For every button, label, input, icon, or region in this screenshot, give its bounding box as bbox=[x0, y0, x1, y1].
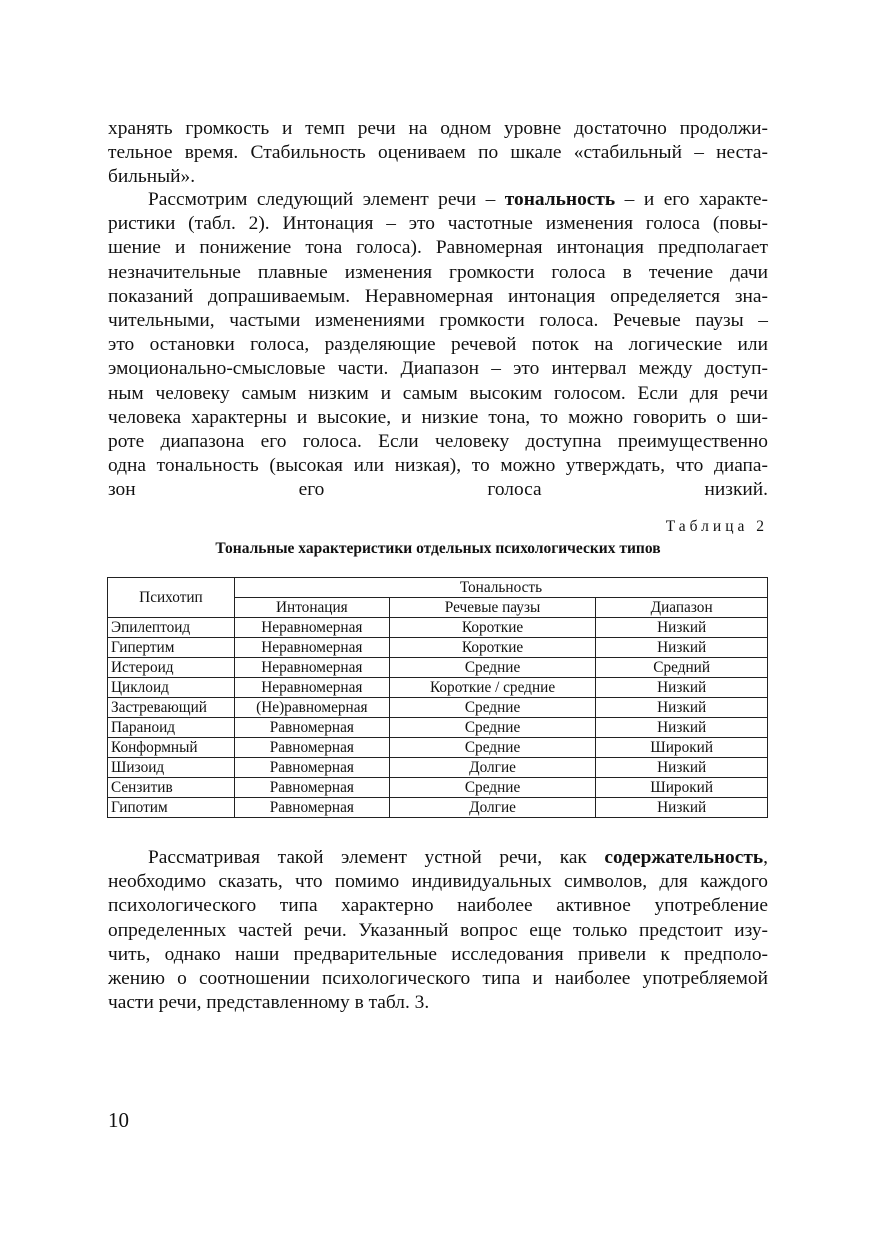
cell-intonation: Неравномерная bbox=[234, 678, 389, 698]
text-line: одна тональность (высокая или низкая), то можно утверждать, что диапа- bbox=[108, 455, 768, 477]
cell-range: Низкий bbox=[596, 758, 768, 778]
table-row bbox=[108, 778, 768, 798]
cell-psychotype: Застревающий bbox=[108, 698, 235, 718]
text-line: необходимо сказать, что помимо индивидуальных символов, для каждого bbox=[108, 871, 768, 893]
cell-intonation: Неравномерная bbox=[234, 618, 389, 638]
text-line: жению о соотношении психологического типа и наиболее употребляемой bbox=[108, 968, 768, 990]
cell-intonation: Неравномерная bbox=[234, 638, 389, 658]
cell-pauses: Долгие bbox=[389, 758, 596, 778]
text-line: ным человеку самым низким и самым высоким голосом. Если для речи bbox=[108, 382, 768, 404]
text-line: показаний допрашиваемым. Неравномерная интонация определяется зна- bbox=[108, 285, 768, 307]
cell-intonation: Равномерная bbox=[234, 718, 389, 738]
cell-pauses: Средние bbox=[389, 718, 596, 738]
text-line: хранять громкость и темп речи на одном уровне достаточно продолжи- bbox=[108, 118, 768, 139]
cell-range: Средний bbox=[596, 658, 768, 678]
cell-range: Широкий bbox=[596, 738, 768, 758]
cell-range: Широкий bbox=[596, 778, 768, 798]
cell-intonation: Неравномерная bbox=[234, 658, 389, 678]
table-row bbox=[108, 718, 768, 738]
text-line: определенных частей речи. Указанный вопрос еще только предстоит изу- bbox=[108, 919, 768, 941]
cell-psychotype: Истероид bbox=[108, 658, 235, 678]
cell-psychotype: Сензитив bbox=[108, 778, 235, 798]
cell-range: Низкий bbox=[596, 638, 768, 658]
text-line: чительными, частыми изменениями громкости голоса. Речевые паузы – bbox=[108, 310, 768, 332]
table-label: Таблица 2 bbox=[665, 518, 768, 535]
cell-pauses: Короткие bbox=[389, 618, 596, 638]
header-intonation: Интонация bbox=[234, 598, 389, 618]
cell-psychotype: Гипотим bbox=[108, 798, 235, 818]
header-psychotype: Психотип bbox=[108, 578, 235, 618]
text-run: Рассматривая такой элемент устной речи, как bbox=[148, 847, 605, 868]
text-line: роте диапазона его голоса. Если человеку доступна преимущественно bbox=[108, 431, 768, 453]
cell-intonation: Равномерная bbox=[234, 778, 389, 798]
cell-range: Низкий bbox=[596, 798, 768, 818]
text-line: части речи, представленному в табл. 3. bbox=[108, 992, 430, 1014]
cell-pauses: Короткие / средние bbox=[389, 678, 596, 698]
table-row bbox=[108, 758, 768, 778]
cell-intonation: Равномерная bbox=[234, 738, 389, 758]
cell-psychotype: Циклоид bbox=[108, 678, 235, 698]
paragraph-content bbox=[108, 846, 768, 1015]
cell-pauses: Средние bbox=[389, 738, 596, 758]
text-line: психологического типа характерно наиболее активное употребление bbox=[108, 895, 768, 917]
text-line: незначительные плавные изменения громкости голоса в течение дачи bbox=[108, 261, 768, 283]
text-line: ристики (табл. 2). Интонация – это частотные изменения голоса (повы- bbox=[108, 213, 768, 235]
cell-pauses: Средние bbox=[389, 778, 596, 798]
text-line: бильный». bbox=[108, 166, 196, 188]
text-run: Рассмотрим следующий элемент речи – bbox=[148, 189, 505, 210]
cell-psychotype: Параноид bbox=[108, 718, 235, 738]
cell-pauses: Короткие bbox=[389, 638, 596, 658]
cell-psychotype: Шизоид bbox=[108, 758, 235, 778]
text-run: – и его характе- bbox=[615, 189, 768, 210]
term-content: содержательность bbox=[604, 847, 764, 868]
table-row bbox=[108, 658, 768, 678]
text-line bbox=[108, 188, 768, 212]
cell-range: Низкий bbox=[596, 618, 768, 638]
cell-range: Низкий bbox=[596, 718, 768, 738]
header-tonality: Тональность bbox=[234, 578, 767, 598]
table-row bbox=[108, 738, 768, 758]
text-line: шение и понижение тона голоса). Равномерная интонация предполагает bbox=[108, 237, 768, 259]
table-row bbox=[108, 678, 768, 698]
text-line: зон его голоса низкий. bbox=[108, 479, 768, 501]
page-number: 10 bbox=[108, 1108, 129, 1132]
table-row bbox=[108, 618, 768, 638]
cell-intonation: Равномерная bbox=[234, 798, 389, 818]
cell-pauses: Средние bbox=[389, 658, 596, 678]
cell-intonation: (Не)равномерная bbox=[234, 698, 389, 718]
text-line: тельное время. Стабильность оцениваем по шкале «стабильный – неста- bbox=[108, 142, 768, 164]
term-tonality: тональность bbox=[504, 189, 616, 210]
cell-pauses: Долгие bbox=[389, 798, 596, 818]
header-range: Диапазон bbox=[596, 598, 768, 618]
cell-psychotype: Эпилептоид bbox=[108, 618, 235, 638]
cell-pauses: Средние bbox=[389, 698, 596, 718]
cell-range: Низкий bbox=[596, 678, 768, 698]
cell-range: Низкий bbox=[596, 698, 768, 718]
table-row bbox=[108, 698, 768, 718]
text-line: это остановки голоса, разделяющие речевой поток на логические или bbox=[108, 334, 768, 356]
text-line bbox=[108, 846, 768, 870]
table-row bbox=[108, 798, 768, 818]
text-line: чить, однако наши предварительные исследования привели к предполо- bbox=[108, 943, 768, 965]
table-title: Тональные характеристики отдельных психологических типов bbox=[215, 540, 661, 557]
text-run: , bbox=[763, 847, 768, 868]
cell-psychotype: Конформный bbox=[108, 738, 235, 758]
table-row bbox=[108, 638, 768, 658]
paragraph-continuation bbox=[108, 117, 768, 190]
cell-psychotype: Гипертим bbox=[108, 638, 235, 658]
cell-intonation: Равномерная bbox=[234, 758, 389, 778]
paragraph-tonality bbox=[108, 188, 768, 503]
text-line: эмоционально-смысловые части. Диапазон – это интервал между доступ- bbox=[108, 358, 768, 380]
text-line: человека характерны и высокие, и низкие тона, то можно говорить о ши- bbox=[108, 406, 768, 428]
header-pauses: Речевые паузы bbox=[389, 598, 596, 618]
tonality-table bbox=[107, 577, 768, 818]
